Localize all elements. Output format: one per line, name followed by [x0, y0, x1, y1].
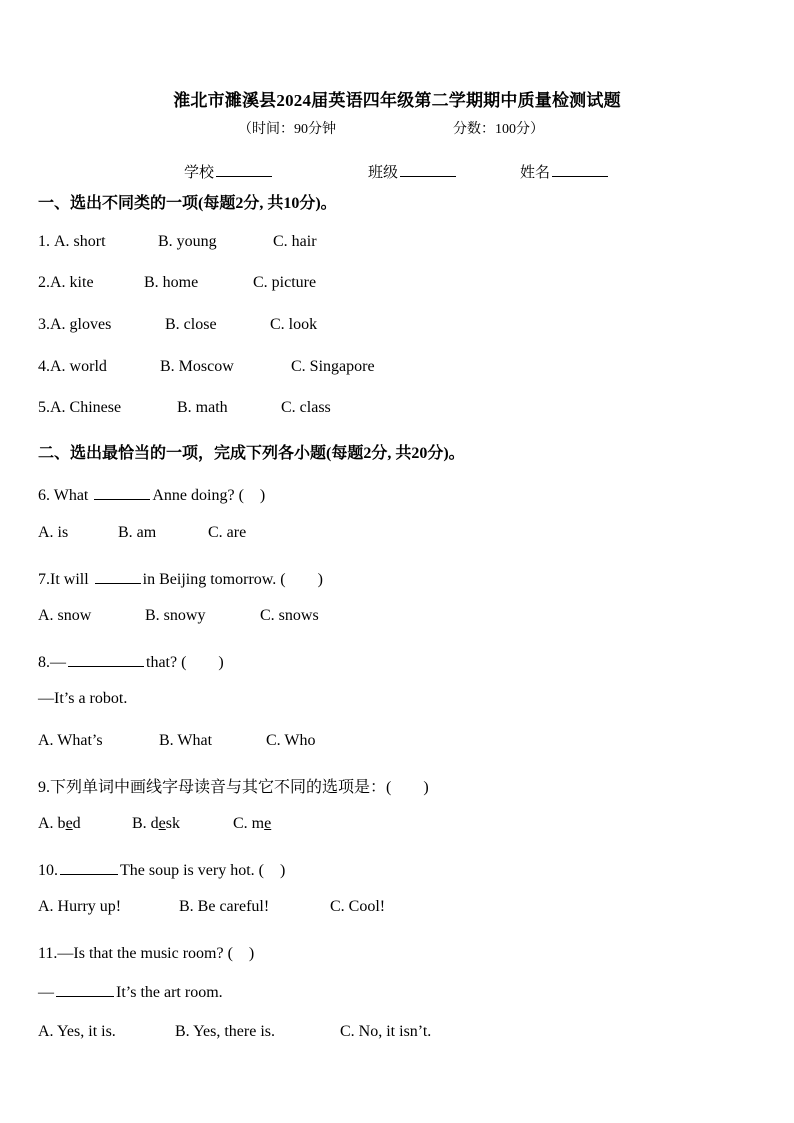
page-title: 淮北市濉溪县2024届英语四年级第二学期期中质量检测试题 — [173, 91, 621, 110]
option-b: B. am — [118, 524, 157, 541]
question-9-stem: 9.下列单词中画线字母读音与其它不同的选项是：( ) — [38, 779, 429, 796]
question-number: 2. — [38, 274, 50, 291]
option-b: B. What — [159, 732, 213, 749]
option-c — [233, 815, 271, 833]
question-10-stem — [38, 857, 285, 880]
answer-blank[interactable] — [94, 485, 150, 500]
option-text: A. b — [38, 815, 66, 832]
class-blank[interactable] — [400, 160, 456, 177]
stem-text: 7.It will — [38, 571, 89, 588]
question-4 — [38, 358, 375, 376]
question-7-stem — [38, 566, 323, 589]
question-11-reply — [38, 982, 223, 1002]
option-a: A. What’s — [38, 732, 103, 749]
question-7-options — [38, 607, 319, 625]
question-5 — [38, 399, 331, 417]
stem-text: 10. — [38, 862, 58, 879]
stem-text: The soup is very hot. ( ) — [120, 862, 286, 879]
stem-text: Anne doing? ( ) — [152, 487, 266, 504]
option-c: C. hair — [273, 233, 317, 250]
school-field — [184, 160, 272, 182]
question-6-options — [38, 524, 246, 542]
option-b: B. young — [158, 233, 217, 250]
question-8-stem — [38, 649, 224, 672]
question-1 — [38, 233, 317, 251]
question-9-options — [38, 815, 271, 833]
question-number: 3. — [38, 316, 50, 333]
option-c: C. snows — [260, 607, 319, 624]
section-1-heading: 一、选出不同类的一项(每题2分, 共10分)。 — [38, 195, 337, 212]
question-11-options — [38, 1023, 431, 1041]
question-3 — [38, 316, 317, 334]
section-2-heading: 二、选出最恰当的一项，完成下列各小题(每题2分, 共20分)。 — [38, 445, 465, 462]
time-info: （时间：90分钟 — [238, 122, 336, 137]
option-b: B. home — [144, 274, 199, 291]
option-a: A. gloves — [50, 316, 112, 333]
option-c: C. class — [281, 399, 331, 416]
option-a: A. world — [50, 358, 107, 375]
name-label: 姓名 — [520, 165, 551, 181]
option-a: A. Hurry up! — [38, 898, 122, 915]
stem-text: that? ( ) — [146, 654, 224, 671]
question-number: 4. — [38, 358, 50, 375]
option-text: sk — [165, 815, 181, 832]
question-8-options — [38, 732, 315, 750]
option-b: B. Be careful! — [179, 898, 270, 915]
question-10-options — [38, 898, 385, 916]
answer-blank[interactable] — [68, 652, 144, 667]
option-text: C. m — [233, 815, 265, 832]
option-a: A. snow — [38, 607, 92, 624]
question-6-stem — [38, 482, 265, 505]
question-8-answer: —It’s a robot. — [38, 690, 128, 707]
stem-text: — — [38, 984, 54, 1001]
school-blank[interactable] — [216, 160, 272, 177]
name-field — [520, 160, 608, 182]
question-number: 1. — [38, 233, 54, 250]
answer-blank[interactable] — [56, 982, 114, 997]
option-a: A. is — [38, 524, 69, 541]
class-label: 班级 — [368, 165, 399, 181]
option-b — [132, 815, 233, 833]
option-text: d — [72, 815, 81, 832]
name-blank[interactable] — [552, 160, 608, 177]
question-11-stem: 11.—Is that the music room? ( ) — [38, 945, 255, 962]
option-b: B. Moscow — [160, 358, 234, 375]
class-field — [368, 160, 456, 182]
question-2 — [38, 274, 316, 292]
stem-text: in Beijing tomorrow. ( ) — [142, 571, 323, 588]
answer-blank[interactable] — [95, 569, 141, 584]
question-number: 5. — [38, 399, 50, 416]
option-a — [38, 815, 132, 833]
option-b: B. close — [165, 316, 217, 333]
stem-text: It’s the art room. — [116, 984, 223, 1001]
score-info: 分数：100分） — [453, 122, 544, 137]
stem-text: 6. What — [38, 487, 89, 504]
option-a: A. kite — [50, 274, 94, 291]
underlined-letter: e — [264, 815, 272, 832]
answer-blank[interactable] — [60, 860, 118, 875]
option-text: B. d — [132, 815, 159, 832]
option-c: C. are — [208, 524, 247, 541]
option-a: A. Yes, it is. — [38, 1023, 116, 1040]
stem-text: 8.— — [38, 654, 66, 671]
option-b: B. snowy — [145, 607, 206, 624]
option-b: B. Yes, there is. — [175, 1023, 276, 1040]
option-a: A. Chinese — [50, 399, 122, 416]
option-b: B. math — [177, 399, 228, 416]
option-c: C. Who — [266, 732, 316, 749]
option-c: C. picture — [253, 274, 317, 291]
option-c: C. No, it isn’t. — [340, 1023, 432, 1040]
option-c: C. Singapore — [291, 358, 375, 375]
underlined-letter: e — [65, 815, 73, 832]
option-c: C. look — [270, 316, 318, 333]
option-c: C. Cool! — [330, 898, 386, 915]
school-label: 学校 — [184, 165, 215, 181]
option-a: A. short — [54, 233, 106, 250]
underlined-letter: e — [158, 815, 166, 832]
